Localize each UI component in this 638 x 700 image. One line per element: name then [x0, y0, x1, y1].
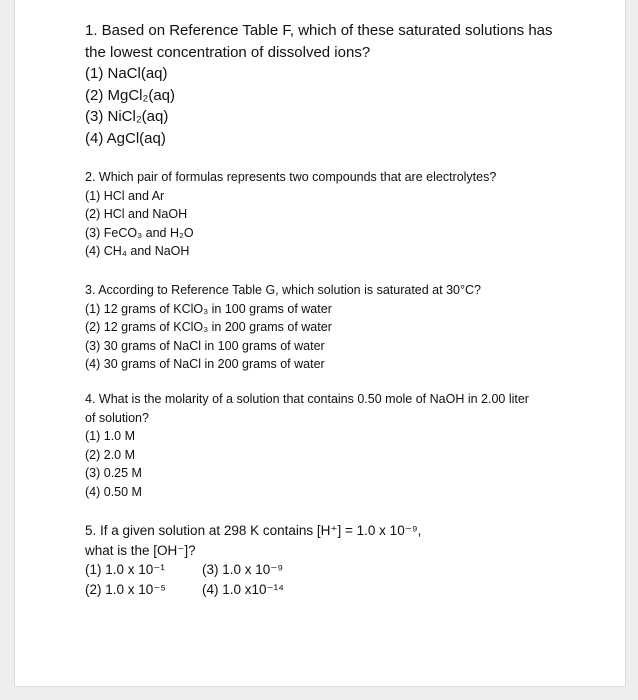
answer-option: (2) HCl and NaOH	[85, 207, 188, 221]
answer-option: (4) 30 grams of NaCl in 200 grams of water	[85, 357, 325, 371]
answer-option: (2) 1.0 x 10⁻⁵	[85, 581, 167, 597]
answer-option: (3) 0.25 M	[85, 466, 142, 480]
worksheet-page	[14, 0, 626, 687]
question-stem: 1. Based on Reference Table F, which of these saturated solutions has	[85, 22, 553, 39]
answer-option: (4) 1.0 x10⁻¹⁴	[202, 581, 284, 597]
question-stem: the lowest concentration of dissolved ions?	[85, 43, 371, 61]
answer-option: (3) NiCl₂(aq)	[85, 108, 169, 126]
answer-option: (2) 12 grams of KClO₃ in 200 grams of water	[85, 320, 332, 334]
question-stem: 4. What is the molarity of a solution that contains 0.50 mole of NaOH in 2.00 liter	[85, 392, 529, 406]
question-3	[85, 281, 481, 374]
answer-option: (1) 12 grams of KClO₃ in 100 grams of water	[85, 301, 332, 316]
answer-option: (3) FeCO₃ and H₂O	[85, 225, 194, 240]
answer-option: (4) 0.50 M	[85, 484, 142, 499]
question-5	[85, 521, 421, 599]
answer-option: (4) AgCl(aq)	[85, 129, 166, 147]
question-stem: what is the [OH⁻]?	[85, 542, 196, 558]
question-stem: of solution?	[85, 410, 149, 425]
question-stem: 5. If a given solution at 298 K contains [H⁺] = 1.0 x 10⁻⁹,	[85, 523, 422, 538]
answer-option: (4) CH₄ and NaOH	[85, 244, 190, 258]
answer-option: (3) 30 grams of NaCl in 100 grams of water	[85, 338, 325, 353]
answer-option: (2) 2.0 M	[85, 447, 136, 462]
answer-option: (1) NaCl(aq)	[85, 65, 168, 83]
answer-option: (1) 1.0 M	[85, 429, 136, 443]
answer-option: (1) HCl and Ar	[85, 188, 165, 203]
question-4	[85, 390, 529, 501]
answer-option: (3) 1.0 x 10⁻⁹	[202, 562, 284, 577]
question-stem: 2. Which pair of formulas represents two compounds that are electrolytes?	[85, 170, 497, 184]
question-stem: 3. According to Reference Table G, which solution is saturated at 30°C?	[85, 283, 481, 297]
answer-row	[85, 560, 421, 580]
answer-option: (1) 1.0 x 10⁻¹	[85, 562, 165, 577]
question-2	[85, 168, 496, 261]
answer-option: (2) MgCl₂(aq)	[85, 86, 175, 104]
answer-row	[85, 580, 421, 600]
question-1	[85, 20, 553, 150]
